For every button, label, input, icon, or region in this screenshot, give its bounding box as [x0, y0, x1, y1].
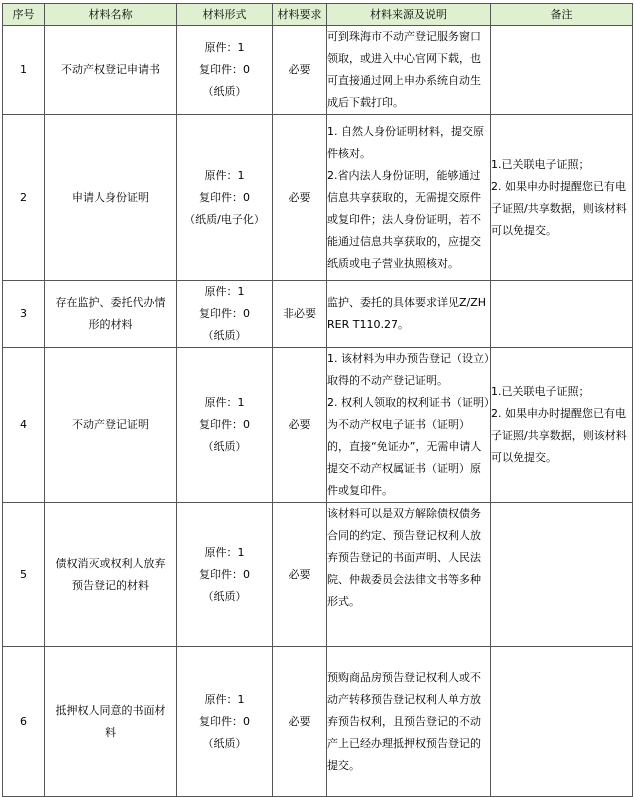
cell-no: 3: [3, 281, 45, 348]
cell-note: [491, 115, 633, 281]
cell-source: [327, 503, 491, 647]
source-paragraph: 2.省内法人身份证明，能够通过信息共享获取的，无需提交原件或复印件；法人身份证明，若不能通过信息共享获取的，应提交纸质或电子营业执照核对。: [327, 168, 481, 270]
cell-name: [45, 348, 177, 503]
form-copy: 复印件：0: [199, 307, 250, 320]
name-line: 料: [105, 725, 116, 739]
name-line: 存在监护、委托代办情: [55, 296, 166, 309]
cell-name: [45, 115, 177, 281]
form-type: （纸质）: [202, 736, 247, 750]
cell-requirement: 必要: [273, 115, 327, 281]
source-paragraph: 可到珠海市不动产登记服务窗口领取，或进入中心官网下载，也可直接通过网上申办系统自动生成后下载打印。: [327, 30, 481, 109]
form-copy: 复印件：0: [199, 63, 250, 76]
name-line: 形的材料: [88, 318, 133, 331]
form-copy: 复印件：0: [199, 190, 250, 204]
cell-no: 1: [3, 26, 45, 115]
form-copy: 复印件：0: [199, 418, 250, 431]
table-row: [3, 281, 633, 348]
cell-note: [491, 348, 633, 503]
source-paragraph: 监护、委托的具体要求详见Z/ZHRER T110.27。: [327, 296, 487, 331]
table-header-row: [3, 4, 633, 26]
cell-source: [327, 348, 491, 503]
form-type: （纸质）: [202, 589, 247, 603]
cell-note: [491, 647, 633, 797]
cell-no: 6: [3, 647, 45, 797]
form-original: 原件：1: [204, 285, 245, 298]
cell-form: [177, 26, 273, 115]
form-original: 原件：1: [204, 396, 245, 409]
materials-table: [2, 3, 633, 797]
table-row: [3, 348, 633, 503]
note-line: 1.已关联电子证照；: [491, 157, 590, 171]
cell-requirement: 必要: [273, 348, 327, 503]
cell-requirement: 必要: [273, 647, 327, 797]
header-cell-note: 备注: [491, 4, 633, 26]
name-line: 申请人身份证明: [72, 190, 149, 204]
cell-no: 2: [3, 115, 45, 281]
form-original: 原件：1: [204, 545, 245, 559]
cell-source: [327, 647, 491, 797]
table-row: [3, 647, 633, 797]
header-cell-requirement: 材料要求: [273, 4, 327, 26]
form-original: 原件：1: [204, 692, 245, 706]
cell-form: [177, 115, 273, 281]
table-row: [3, 115, 633, 281]
note-line: 2. 如果申办时提醒您已有电子证照/共享数据，则该材料可以免提交。: [491, 179, 627, 237]
form-type: （纸质）: [202, 329, 247, 342]
source-paragraph: 2. 权利人领取的权利证书（证明）为不动产权电子证书（证明）的，直接“免证办”，无需申请人提交不动产权属证书（证明）原件或复印件。: [327, 396, 490, 497]
source-paragraph: 该材料可以是双方解除债权债务合同的约定、预告登记权利人放弃预告登记的书面声明、人民法院、仲裁委员会法律文书等多种形式。: [327, 507, 481, 608]
header-cell-name: 材料名称: [45, 4, 177, 26]
source-paragraph: 预购商品房预告登记权利人或不动产转移预告登记权利人单方放弃预告权利，且预告登记的不动产上已经办理抵押权预告登记的提交。: [327, 670, 481, 772]
name-line: 不动产登记证明: [72, 418, 149, 431]
cell-form: [177, 647, 273, 797]
table-row: [3, 503, 633, 647]
form-original: 原件：1: [204, 168, 245, 182]
source-paragraph: 1. 该材料为申办预告登记（设立）取得的不动产登记证明。: [327, 352, 490, 387]
cell-form: [177, 348, 273, 503]
cell-name: [45, 647, 177, 797]
cell-form: [177, 281, 273, 348]
cell-source: [327, 115, 491, 281]
cell-form: [177, 503, 273, 647]
name-line: 不动产权登记申请书: [61, 63, 160, 76]
form-type: （纸质）: [202, 85, 247, 98]
note-line: 2. 如果申办时提醒您已有电子证照/共享数据，则该材料可以免提交。: [491, 407, 627, 464]
form-copy: 复印件：0: [199, 714, 250, 728]
cell-note: [491, 281, 633, 348]
cell-note: [491, 26, 633, 115]
cell-source: [327, 281, 491, 348]
name-line: 债权消灭或权利人放弃: [55, 556, 166, 570]
cell-no: 5: [3, 503, 45, 647]
cell-name: [45, 281, 177, 348]
form-type: （纸质）: [202, 440, 247, 453]
header-cell-source: 材料来源及说明: [327, 4, 491, 26]
name-line: 抵押权人同意的书面材: [55, 703, 166, 717]
cell-no: 4: [3, 348, 45, 503]
cell-name: [45, 26, 177, 115]
note-line: 1.已关联电子证照；: [491, 385, 590, 398]
name-line: 预告登记的材料: [72, 578, 149, 592]
cell-requirement: 非必要: [273, 281, 327, 348]
cell-name: [45, 503, 177, 647]
cell-note: [491, 503, 633, 647]
table-row: [3, 26, 633, 115]
form-original: 原件：1: [204, 41, 245, 54]
cell-requirement: 必要: [273, 26, 327, 115]
form-type: （纸质/电子化）: [184, 212, 265, 226]
header-cell-no: 序号: [3, 4, 45, 26]
cell-source: [327, 26, 491, 115]
source-paragraph: 1. 自然人身份证明材料，提交原件核对。: [327, 124, 484, 160]
cell-requirement: 必要: [273, 503, 327, 647]
form-copy: 复印件：0: [199, 567, 250, 581]
header-cell-form: 材料形式: [177, 4, 273, 26]
